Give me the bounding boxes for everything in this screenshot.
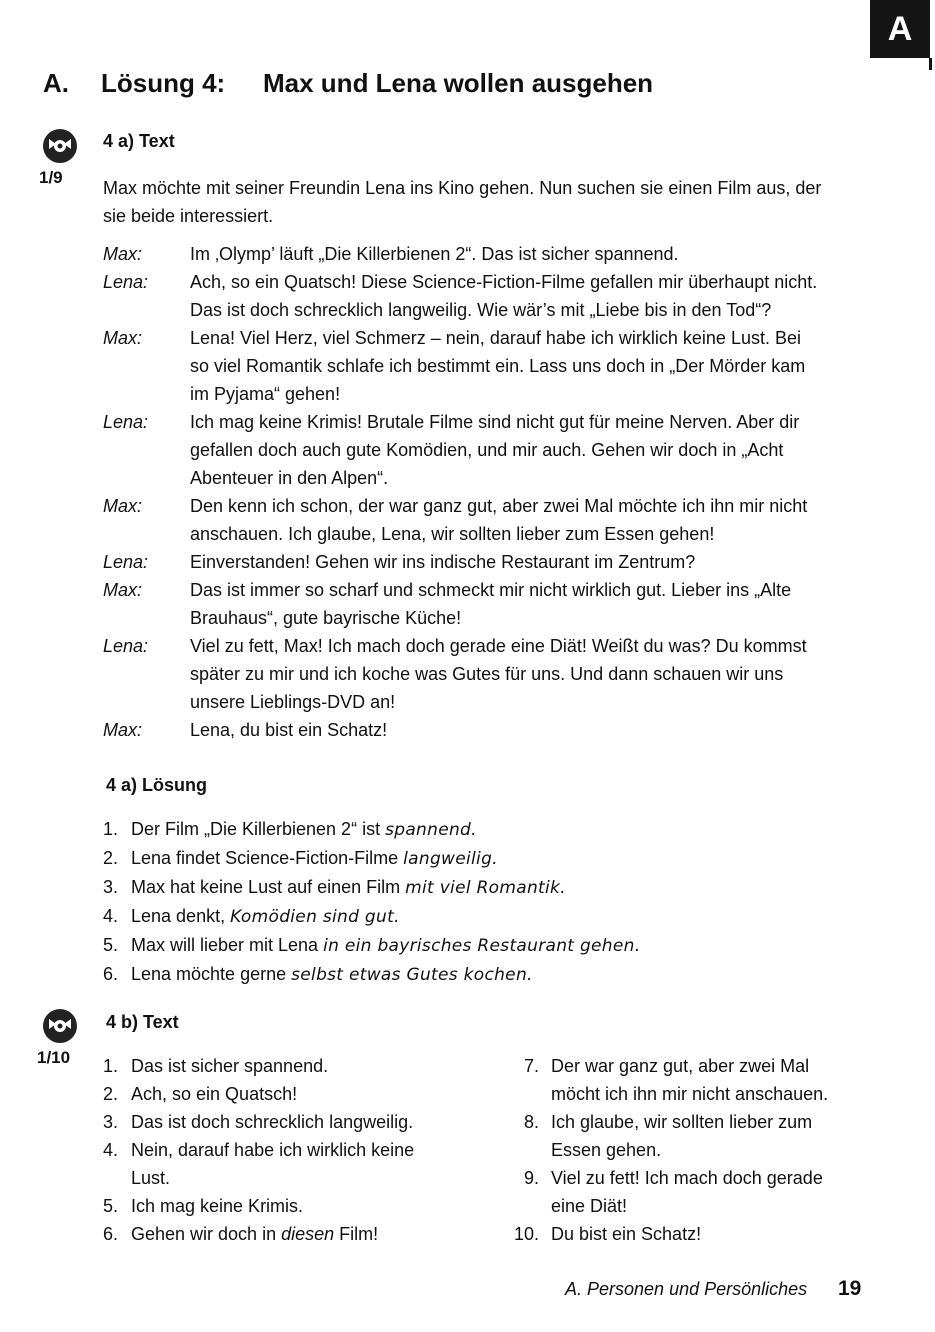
item-answer: Komödien sind gut.: [230, 907, 400, 927]
section-heading-4a-text: 4 a) Text: [103, 131, 175, 151]
dialogue-text: [190, 632, 853, 716]
dialogue-line: unsere Lieblings-DVD an!: [190, 692, 396, 712]
list-item: [103, 815, 803, 844]
dialogue-line: im Pyjama“ gehen!: [190, 384, 341, 404]
list-item: [103, 1192, 473, 1220]
item-number: 7.: [523, 1056, 539, 1076]
item-answer: in ein bayrisches Restaurant gehen.: [323, 936, 641, 956]
page-title: Max und Lena wollen ausgehen: [263, 68, 654, 98]
speaker: Lena:: [103, 412, 149, 432]
list-item: [103, 1220, 473, 1248]
solution-list: [103, 815, 803, 989]
item-number: 2.: [103, 1084, 119, 1104]
item-number: 4.: [103, 1140, 119, 1160]
dialogue-text: [190, 492, 853, 548]
item-line: Ach, so ein Quatsch!: [131, 1084, 298, 1104]
item-answer: spannend.: [385, 820, 477, 840]
dialogue-line: Ach, so ein Quatsch! Diese Science-Fiction-Filme gefallen mir überhaupt nicht.: [190, 272, 818, 292]
phrase-list-right: [512, 1052, 852, 1248]
item-text: Lena findet Science-Fiction-Filme: [131, 848, 404, 868]
dialogue-turn: [103, 632, 853, 716]
item-number: 1.: [103, 819, 119, 839]
dialogue: [103, 240, 853, 744]
speaker: Lena:: [103, 272, 149, 292]
phrase-list-left: [103, 1052, 473, 1248]
speaker: Max:: [103, 580, 143, 600]
dialogue-turn: [103, 576, 853, 632]
item-emphasis: diesen: [281, 1224, 335, 1244]
item-number: 5.: [103, 935, 119, 955]
item-number: 10.: [513, 1224, 539, 1244]
dialogue-line: Einverstanden! Gehen wir ins indische Restaurant im Zentrum?: [190, 552, 696, 572]
item-line: Der war ganz gut, aber zwei Mal: [551, 1056, 810, 1076]
dialogue-turn: [103, 408, 853, 492]
item-number: 3.: [103, 1112, 119, 1132]
item-line: Lust.: [131, 1168, 171, 1188]
list-item: [103, 873, 803, 902]
item-number: 4.: [103, 906, 119, 926]
list-item: [103, 931, 803, 960]
dialogue-line: anschauen. Ich glaube, Lena, wir sollten lieber zum Essen gehen!: [190, 524, 715, 544]
dialogue-text: [190, 408, 853, 492]
dialogue-text: [190, 324, 853, 408]
list-item: [103, 902, 803, 931]
item-number: 1.: [103, 1056, 119, 1076]
item-text: Max hat keine Lust auf einen Film: [131, 877, 406, 897]
dialogue-text: [190, 548, 853, 576]
list-item: [103, 1136, 473, 1192]
item-answer: langweilig.: [403, 849, 498, 869]
item-answer: selbst etwas Gutes kochen.: [291, 965, 533, 985]
item-text: Gehen wir doch in: [131, 1224, 282, 1244]
dialogue-line: Lena! Viel Herz, viel Schmerz – nein, darauf habe ich wirklich keine Lust. Bei: [190, 328, 801, 348]
dialogue-line: Das ist doch schrecklich langweilig. Wie wär’s mit „Liebe bis in den Tod“?: [190, 300, 772, 320]
item-text: Der Film „Die Killerbienen 2“ ist: [131, 819, 386, 839]
solution-label: Lösung 4:: [101, 68, 226, 98]
dialogue-turn: [103, 268, 853, 324]
dialogue-text: [190, 240, 853, 268]
chapter-tab-marker: [870, 0, 930, 58]
dialogue-line: Brauhaus“, gute bayrische Küche!: [190, 608, 462, 628]
item-line: Ich glaube, wir sollten lieber zum: [551, 1112, 813, 1132]
dialogue-turn: [103, 240, 853, 268]
item-line: Du bist ein Schatz!: [551, 1224, 702, 1244]
dialogue-line: Das ist immer so scharf und schmeckt mir nicht wirklich gut. Lieber ins „Alte: [190, 580, 792, 600]
list-item: [512, 1108, 852, 1164]
item-number: 6.: [103, 964, 119, 984]
chapter-letter: A.: [43, 68, 69, 98]
item-text: Lena möchte gerne: [131, 964, 292, 984]
item-number: 5.: [103, 1196, 119, 1216]
item-line: Das ist doch schrecklich langweilig.: [131, 1112, 414, 1132]
speaker: Max:: [103, 328, 143, 348]
item-line: eine Diät!: [551, 1196, 628, 1216]
item-number: 8.: [523, 1112, 539, 1132]
list-item: [103, 1080, 473, 1108]
item-line: Das ist sicher spannend.: [131, 1056, 329, 1076]
item-text: Max will lieber mit Lena: [131, 935, 324, 955]
dialogue-line: Ich mag keine Krimis! Brutale Filme sind nicht gut für meine Nerven. Aber dir: [190, 412, 800, 432]
speaker: Lena:: [103, 636, 149, 656]
item-number: 2.: [103, 848, 119, 868]
dialogue-line: Viel zu fett, Max! Ich mach doch gerade eine Diät! Weißt du was? Du kommst: [190, 636, 807, 656]
track-number: 1/9: [39, 168, 63, 187]
section-heading-4a-solution: 4 a) Lösung: [106, 775, 208, 795]
dialogue-turn: [103, 324, 853, 408]
speaker: Max:: [103, 244, 143, 264]
speaker: Lena:: [103, 552, 149, 572]
tab-marker-edge: [929, 58, 932, 70]
dialogue-line: später zu mir und ich koche was Gutes für uns. Und dann schauen wir uns: [190, 664, 784, 684]
dialogue-line: Abenteuer in den Alpen“.: [190, 468, 389, 488]
page-number: 19: [838, 1277, 862, 1300]
list-item: [512, 1220, 852, 1248]
section-heading-4b-text: 4 b) Text: [106, 1012, 179, 1032]
item-text: Film!: [334, 1224, 379, 1244]
item-line: möcht ich ihn mir nicht anschauen.: [551, 1084, 829, 1104]
list-item: [103, 1052, 473, 1080]
speaker: Max:: [103, 496, 143, 516]
dialogue-text: [190, 268, 853, 324]
list-item: [512, 1052, 852, 1108]
item-text: Lena denkt,: [131, 906, 231, 926]
item-number: 9.: [523, 1168, 539, 1188]
dialogue-line: gefallen doch auch gute Komödien, und mir auch. Gehen wir doch in „Acht: [190, 440, 784, 460]
item-line: Nein, darauf habe ich wirklich keine: [131, 1140, 415, 1160]
dialogue-text: [190, 576, 853, 632]
track-number: 1/10: [37, 1048, 71, 1067]
list-item: [103, 960, 803, 989]
list-item: [512, 1164, 852, 1220]
dialogue-turn: [103, 548, 853, 576]
audio-cd-icon: [40, 1006, 80, 1046]
dialogue-line: Den kenn ich schon, der war ganz gut, aber zwei Mal möchte ich ihn mir nicht: [190, 496, 808, 516]
item-line: Ich mag keine Krimis.: [131, 1196, 304, 1216]
dialogue-line: Lena, du bist ein Schatz!: [190, 720, 388, 740]
footer-chapter-title: A. Personen und Persönliches: [565, 1279, 808, 1299]
dialogue-turn: [103, 492, 853, 548]
dialogue-line: Im ‚Olymp’ läuft „Die Killerbienen 2“. Das ist sicher spannend.: [190, 244, 679, 264]
item-number: 6.: [103, 1224, 119, 1244]
item-answer: mit viel Romantik.: [405, 878, 566, 898]
list-item: [103, 844, 803, 873]
audio-cd-icon: [40, 126, 80, 166]
dialogue-text: [190, 716, 853, 744]
dialogue-turn: [103, 716, 853, 744]
chapter-tab-letter: A: [887, 9, 913, 48]
list-item: [103, 1108, 473, 1136]
item-number: 3.: [103, 877, 119, 897]
speaker: Max:: [103, 720, 143, 740]
dialogue-line: so viel Romantik schlafe ich bestimmt ein. Lass uns doch in „Der Mörder kam: [190, 356, 806, 376]
item-line: Viel zu fett! Ich mach doch gerade: [551, 1168, 823, 1188]
item-line: Essen gehen.: [551, 1140, 662, 1160]
intro-paragraph: Max möchte mit seiner Freundin Lena ins Kino gehen. Nun suchen sie einen Film aus, der sie beide interessiert.: [103, 178, 822, 226]
